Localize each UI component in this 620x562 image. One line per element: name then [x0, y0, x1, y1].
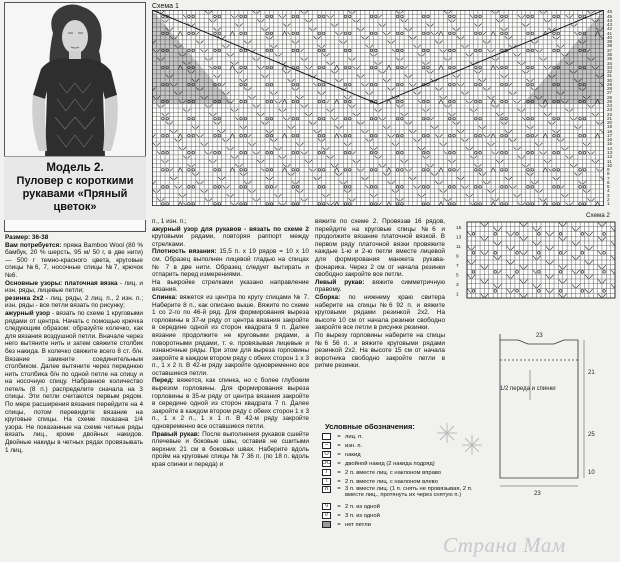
legend-symbol: / — [322, 469, 331, 476]
middle-text-column — [152, 218, 309, 469]
model-caption — [4, 156, 146, 220]
chart1-grid — [152, 10, 604, 206]
text-paragraph: На выкройке стрелками указано направление вязания. — [152, 278, 309, 294]
chart2-row-number: 15 — [456, 225, 462, 231]
schematic-outline — [500, 334, 578, 478]
knitting-chart-1 — [152, 10, 604, 206]
watermark: Страна Мам — [443, 533, 566, 557]
chart1-row-number: 10 — [607, 162, 613, 168]
chart1-row-number: 2 — [607, 196, 610, 202]
chart1-row-number: 22 — [607, 111, 613, 117]
legend-item: \\ = 2 п. из одной — [322, 502, 482, 511]
legend-symbol — [322, 521, 331, 528]
chart1-row-number: 33 — [607, 64, 613, 70]
legend-symbol: Λ — [322, 486, 331, 493]
schematic-dim-top: 23 — [536, 333, 543, 339]
model-photo-figure — [5, 3, 146, 158]
legend-item: = лиц. п. — [322, 432, 482, 441]
chart1-row-number: 30 — [607, 77, 613, 83]
chart1-row-number: 6 — [607, 179, 610, 185]
chart2-row-number: 9 — [456, 254, 459, 260]
chart1-row-number: 8 — [607, 171, 610, 177]
legend-symbol: \ — [322, 478, 331, 485]
chart2-row-number: 13 — [456, 235, 462, 241]
chart1-row-number: 20 — [607, 120, 613, 126]
chart1-row-number: 12 — [607, 154, 613, 160]
text-paragraph: Размер: 36-38 — [5, 234, 49, 241]
chart1-row-number: 24 — [607, 103, 613, 109]
chart2-row-number: 5 — [456, 273, 459, 279]
legend-item: – = изн. п. — [322, 441, 482, 450]
chart1-row-number: 42 — [607, 26, 613, 32]
legend-title: Условные обозначения: — [325, 422, 415, 431]
schematic-dim-width: 23 — [534, 491, 541, 497]
chart1-row-number: 18 — [607, 128, 613, 134]
legend-item: = нет петли — [322, 520, 482, 529]
chart1-row-number: 27 — [607, 90, 613, 96]
chart1-row-number: 46 — [607, 9, 613, 15]
model-number: Модель 2. — [46, 162, 104, 174]
chart2-row-number: 3 — [456, 282, 459, 288]
chart1-row-number: 43 — [607, 22, 613, 28]
model-title-line1: Пуловер с короткими — [16, 175, 134, 187]
chart2-grid — [467, 222, 615, 298]
chart1-row-number: 13 — [607, 150, 613, 155]
text-paragraph: вяжите по схеме 2. Провязав 16 рядов, перейдите на круговые спицы №6 и продолжите вязание платочной вязкой. В первом ряду платочной вязки провяжите каждые 1-ю и 2-ю петли вместе лицевой для формирования манжета рукава-фонарика. Через 2 см от начала резинки свободно закройте все петли. — [315, 218, 445, 279]
legend-item: // = 3 п. из одной — [322, 511, 482, 520]
legend-item: O = накид — [322, 450, 482, 459]
chart1-row-number: 1 — [607, 201, 610, 207]
chart1-row-number: 7 — [607, 175, 610, 181]
knitting-chart-2 — [455, 220, 617, 300]
chart1-row-number: 45 — [607, 13, 613, 19]
chart1-row-number: 40 — [607, 34, 613, 40]
text-paragraph: По вырезу горловины наберите на спицы №6 56 п. и вяжите круговыми рядами резинкой 2х2. На высоте 15 см от начала воротника свободно закройте петли в ритме резинки. — [315, 331, 445, 370]
chart1-row-number: 39 — [607, 39, 613, 45]
chart2-row-number: 11 — [456, 244, 461, 250]
chart1-row-number: 9 — [607, 167, 610, 173]
text-paragraph: Правый рукав: После выполнения рукавов сшейте плечевые и боковые швы, оставив не сшитыми верхних 21 см в боковых швах. Наберите вдоль пройм на круговые спицы № 7 36 п. (по 18 п. вдоль края спинки и переда) и — [152, 430, 309, 468]
chart1-row-number: 23 — [607, 107, 613, 113]
chart1-row-number: 3 — [607, 192, 610, 198]
chart1-row-number: 29 — [607, 81, 613, 87]
legend-item: Λ = 3 п. вместе лиц. (1 п. снять не провязывая, 2 п. вместе лиц., протянуть их через снятую п.) — [322, 486, 482, 502]
garment-schematic — [480, 330, 615, 500]
chart1-row-number: 37 — [607, 47, 613, 53]
text-paragraph: п., 1 изн. п.; — [152, 218, 187, 225]
text-paragraph: Основные узоры: платочная вязка - лиц. и изн. ряды, лицевые петли; — [5, 279, 143, 295]
text-paragraph: резинка 2х2 - лиц. ряды, 2 лиц. п., 2 изн. п.; изн. ряды - все петли вязать по рисунку; — [5, 294, 143, 310]
text-paragraph: Перед: вяжется, как спинка, но с более глубоким вырезом горловины. Для формирования выреза горловины в 35-м ряду от центра вязания закройте в середине одной из сторон квадрата 7 п. Далее закройте в каждом втором ряду с обеих сторон 1 х 3 п., 1 х 2 п., 1 х 1 п. В 42-м ряду закройте одновременно все оставшиеся петли. — [152, 377, 309, 431]
chart1-row-number: 11 — [607, 158, 612, 164]
legend-item: OO = двойной накид (2 накида подряд) — [322, 460, 435, 467]
chart1-row-number: 35 — [607, 56, 613, 62]
legend — [322, 432, 482, 529]
chart1-row-number: 25 — [607, 98, 613, 104]
chart1-row-number: 5 — [607, 184, 610, 190]
legend-symbol: – — [322, 442, 331, 449]
text-paragraph: Сборка: по нижнему краю свитера наберите на спицы №6 92 п. и вяжите круговыми рядами резинкой 2х2. На высоте 10 см от начала резинки свободно закройте все петли в рисунке резинки. — [315, 293, 445, 332]
chart1-row-number: 44 — [607, 17, 613, 23]
text-paragraph: ажурный узор для рукавов - вязать по схеме 2 круговыми рядами, повторяя раппорт между стрелками. — [152, 225, 309, 248]
legend-symbol: O — [322, 451, 331, 458]
chart1-row-number: 32 — [607, 69, 613, 75]
chart1-row-number: 16 — [607, 137, 613, 143]
chart1-row-number: 28 — [607, 86, 613, 92]
chart1-row-number: 4 — [607, 188, 610, 194]
schematic-dim-armhole: 21 — [588, 370, 595, 376]
chart1-row-number: 41 — [607, 30, 613, 36]
chart1-row-number: 38 — [607, 43, 613, 49]
left-text-column — [5, 234, 143, 454]
chart1-row-number: 14 — [607, 145, 613, 151]
chart1-title: Схема 1 — [152, 3, 179, 10]
chart1-row-number: 31 — [607, 73, 613, 79]
chart1-row-numbers — [606, 10, 620, 206]
chart1-row-number: 15 — [607, 141, 613, 147]
schematic-dim-body: 25 — [588, 432, 595, 438]
chart1-row-number: 17 — [607, 132, 613, 138]
legend-symbol: OO — [322, 460, 331, 466]
legend-symbol: \\ — [322, 503, 331, 510]
legend-symbol — [322, 433, 331, 440]
schematic-label: 1/2 переда и спинки — [500, 386, 556, 392]
legend-item: / = 2 п. вместе лиц. с наклоном вправо — [322, 468, 482, 477]
chart2-row-number: 7 — [456, 263, 459, 269]
text-paragraph: Спинка: вяжется из центра по кругу спицами № 7. Наберите 8 п., как описано выше. Вяжите по схеме 1 со 2-го по 46-й ряд. Для формирования выреза горловины в 37-м ряду от центра вязания закройте в середине одной из сторон квадрата 9 п. Далее вязание продолжите не круговыми рядами, а поворотными рядами, т. е. провязывая лицевые и изнаночные ряды. При этом для выреза горловины закройте в каждом втором ряду с обеих сторон 1 х 3 п., 1 х 2 п. В 42-м ряду закройте одновременно все оставшиеся петли. — [152, 293, 309, 377]
legend-item: \ = 2 п. вместе лиц. с наклоном влево — [322, 477, 482, 486]
schematic-dim-rib: 10 — [588, 470, 595, 476]
chart2-title: Схема 2 — [586, 212, 610, 219]
chart1-row-number: 19 — [607, 124, 613, 130]
chart1-row-number: 26 — [607, 94, 613, 100]
schematic-dimension-lines — [500, 340, 584, 486]
model-title-line2: рукавами «Пряный цветок» — [22, 188, 128, 213]
chart1-row-number: 36 — [607, 52, 613, 57]
text-paragraph: Левый рукав: вяжите симметричную правому. — [315, 278, 446, 294]
text-paragraph: ажурный узор - вязать по схеме 1 круговыми рядами от центра. Начать с помощью крючка следующим образом: образуйте колечко, как для вязания воздушной петли. Вначале через него вытяните нить и затем свяжите столбик без накида. В колечко свяжите всего 8 ст. б/н. Вязание замкните соединительным столбиком. Далее вытяните через переднюю нить столбика б/н по одной петле на спицу и на носочную спицу. Набранное количество петель (8 п.) распределите сначала на 3 спицы. Эти петли считаются первым рядом. По мере расширения вязания перейдите на 4 спицы, потом перевидите вязание на круговые спицы. На схеме показана 1/4 узора. Не показанные на схеме четные ряды вязать лиц., кроме двойных накидов. Двойные накиды в четных рядах провязывать 1 лиц. — [5, 309, 143, 454]
legend-symbol: // — [322, 512, 331, 519]
text-paragraph: Вам потребуется: пряжа Bamboo Wool (80 % бамбук, 20 % шерсть, 95 м/ 50 г, в две нити) — 500 г темно-красного цвета, круговые спицы №6, 7, носочные спицы №7, крючок №6. — [5, 241, 143, 279]
chart1-row-number: 34 — [607, 60, 613, 66]
chart1-row-number: 21 — [607, 115, 613, 121]
right-text-column — [315, 218, 445, 370]
text-paragraph: Плотность вязания: 15,5 п. х 19 рядов = 10 х 10 см. Образец выполнен лицевой гладью на спицах № 7 в две нити. Образец следует вытирать и отпарить перед измерениями. — [152, 248, 309, 279]
chart2-row-number: 1 — [456, 292, 459, 298]
